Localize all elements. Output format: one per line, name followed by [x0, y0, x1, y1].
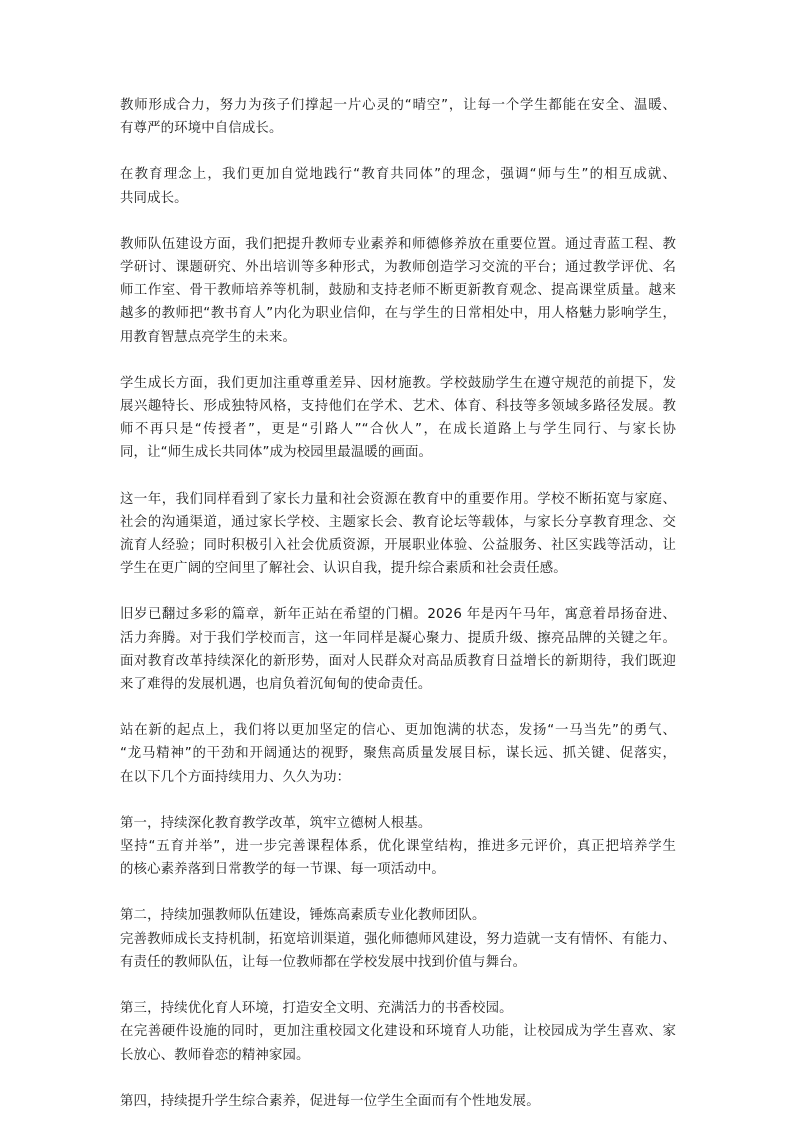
text-line: 这一年，我们同样看到了家长力量和社会资源在教育中的重要作用。学校不断拓宽与家庭、 [120, 491, 676, 507]
text-line: 来了难得的发展机遇，也肩负着沉甸甸的使命责任。 [120, 677, 432, 693]
text-line: 共同成长。 [120, 190, 188, 206]
text-line: 社会的沟通渠道，通过家长学校、主题家长会、教育论坛等载体，与家长分享教育理念、交 [120, 514, 676, 530]
text-line: 有责任的教师队伍，让每一位教师都在学校发展中找到价值与舞台。 [120, 954, 527, 970]
document-page [120, 94, 676, 1136]
text-line: 学生成长方面，我们更加注重尊重差异、因材施教。学校鼓励学生在遵守规范的前提下，发 [120, 375, 676, 391]
text-line: “龙马精神”的干劲和开阔通达的视野，聚焦高质量发展目标，谋长远、抓关键、促落实， [120, 746, 676, 762]
text-line: 在完善硬件设施的同时，更加注重校园文化建设和环境育人功能，让校园成为学生喜欢、家 [120, 1024, 676, 1040]
text-line: 越多的教师把“教书育人”内化为职业信仰，在与学生的日常相处中，用人格魅力影响学生， [120, 306, 676, 322]
text-line: 面对教育改革持续深化的新形势，面对人民群众对高品质教育日益增长的新期待，我们既迎 [120, 653, 676, 669]
text-line: 师工作室、骨干教师培养等机制，鼓励和支持老师不断更新教育观念、提高课堂质量。越来 [120, 283, 676, 299]
text-line: 教师形成合力，努力为孩子们撑起一片心灵的“晴空”，让每一个学生都能在安全、温暖、 [120, 98, 676, 113]
paragraph [120, 94, 676, 140]
paragraph [120, 904, 676, 974]
paragraph [120, 812, 676, 882]
paragraph [120, 233, 676, 349]
paragraph [120, 603, 676, 696]
paragraph [120, 1090, 676, 1113]
text-line: 学生在更广阔的空间里了解社会、认识自我，提升综合素质和社会责任感。 [120, 561, 567, 577]
text-line: 坚持“五育并举”，进一步完善课程体系，优化课堂结构，推进多元评价，真正把培养学生 [120, 839, 676, 855]
paragraph [120, 719, 676, 789]
paragraph [120, 488, 676, 581]
text-line: 教师队伍建设方面，我们把提升教师专业素养和师德修养放在重要位置。通过青蓝工程、教 [120, 236, 676, 252]
text-line: 旧岁已翻过多彩的篇章，新年正站在希望的门楣。2026 年是丙午马年，寓意着昂扬奋进、 [120, 607, 676, 623]
text-line: 在教育理念上，我们更加自觉地践行“教育共同体”的理念，强调“师与生”的相互成就、 [120, 167, 676, 183]
text-line: 完善教师成长支持机制，拓宽培训渠道，强化师德师风建设，努力造就一支有情怀、有能力、 [120, 931, 676, 947]
text-line: 流育人经验；同时积极引入社会优质资源，开展职业体验、公益服务、社区实践等活动，让 [120, 538, 676, 554]
section-heading-line: 第一，持续深化教育教学改革，筑牢立德树人根基。 [120, 815, 432, 831]
text-line: 在以下几个方面持续用力、久久为功： [120, 769, 351, 785]
section-heading-line: 第四，持续提升学生综合素养，促进每一位学生全面而有个性地发展。 [120, 1093, 540, 1109]
paragraph [120, 997, 676, 1067]
text-line: 有尊严的环境中自信成长。 [120, 121, 283, 137]
text-line: 同，让“师生成长共同体”成为校园里最温暖的画面。 [120, 445, 433, 461]
text-line: 用教育智慧点亮学生的未来。 [120, 329, 297, 345]
paragraph [120, 163, 676, 209]
text-line: 师不再只是“传授者”，更是“引路人”“合伙人”，在成长道路上与学生同行、与家长协 [120, 422, 676, 438]
section-heading-line: 第二，持续加强教师队伍建设，锤炼高素质专业化教师团队。 [120, 908, 486, 924]
section-heading-line: 第三，持续优化育人环境，打造安全文明、充满活力的书香校园。 [120, 1001, 513, 1017]
text-line: 展兴趣特长、形成独特风格，支持他们在学术、艺术、体育、科技等多领域多路径发展。教 [120, 399, 676, 415]
text-line: 的核心素养落到日常教学的每一节课、每一项活动中。 [120, 862, 445, 878]
paragraph [120, 372, 676, 465]
text-line: 学研讨、课题研究、外出培训等多种形式，为教师创造学习交流的平台；通过教学评优、名 [120, 260, 676, 276]
text-line: 站在新的起点上，我们将以更加坚定的信心、更加饱满的状态，发扬“一马当先”的勇气、 [120, 723, 676, 739]
text-line: 长放心、教师眷恋的精神家园。 [120, 1047, 310, 1063]
text-line: 活力奔腾。对于我们学校而言，这一年同样是凝心聚力、提质升级、擦亮品牌的关键之年。 [120, 630, 676, 646]
